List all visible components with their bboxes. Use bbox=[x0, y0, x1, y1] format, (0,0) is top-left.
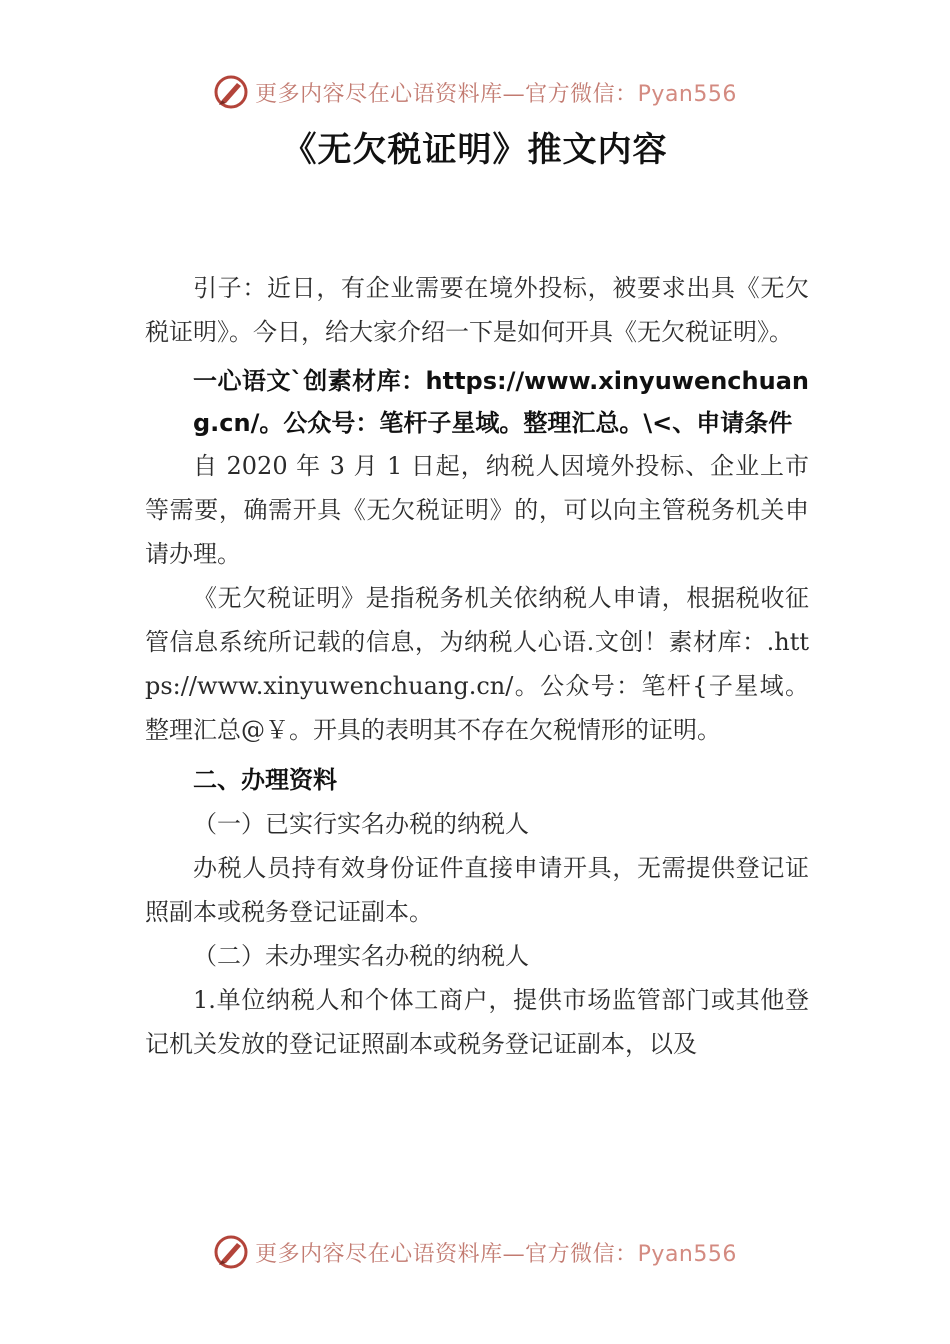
subheading-realname: （一）已实行实名办税的纳税人 bbox=[193, 810, 529, 838]
footer-watermark bbox=[0, 1232, 950, 1272]
paragraph-conditions: 自 2020 年 3 月 1 日起，纳税人因境外投标、企业上市等需要，确需开具《无欠税证明》的，可以向主管税务机关申请办理。 bbox=[145, 452, 809, 568]
subheading-non-realname: （二）未办理实名办税的纳税人 bbox=[193, 942, 529, 970]
pen-logo-icon bbox=[213, 74, 249, 110]
paragraph-non-realname: 1.单位纳税人和个体工商户，提供市场监管部门或其他登记机关发放的登记证照副本或税务登记证副本，以及 bbox=[145, 986, 809, 1058]
document-body bbox=[145, 266, 809, 1066]
watermark-text: 更多内容尽在心语资料库—官方微信：Pyan556 bbox=[255, 1241, 737, 1267]
paragraph-realname: 办税人员持有效身份证件直接申请开具，无需提供登记证照副本或税务登记证副本。 bbox=[145, 854, 809, 926]
paragraph-definition: 《无欠税证明》是指税务机关依纳税人申请，根据税收征管信息系统所记载的信息，为纳税人心语.文创！素材库：.https://www.xinyuwenchuang.cn/。公众号：笔杆{子星域。整理汇总@￥。开具的表明其不存在欠税情形的证明。 bbox=[145, 584, 809, 744]
header-watermark bbox=[0, 72, 950, 112]
intro-paragraph: 引子：近日，有企业需要在境外投标，被要求出具《无欠税证明》。今日，给大家介绍一下是如何开具《无欠税证明》。 bbox=[145, 274, 809, 346]
bold-paragraph: 一心语文`创素材库：https://www.xinyuwenchuang.cn/。公众号：笔杆子星域。整理汇总。\<、申请条件 bbox=[193, 367, 809, 437]
pen-logo-icon bbox=[213, 1234, 249, 1270]
section-heading-materials: 二、办理资料 bbox=[193, 766, 337, 794]
document-title: 《无欠税证明》推文内容 bbox=[282, 130, 668, 170]
watermark-text: 更多内容尽在心语资料库—官方微信：Pyan556 bbox=[255, 81, 737, 107]
